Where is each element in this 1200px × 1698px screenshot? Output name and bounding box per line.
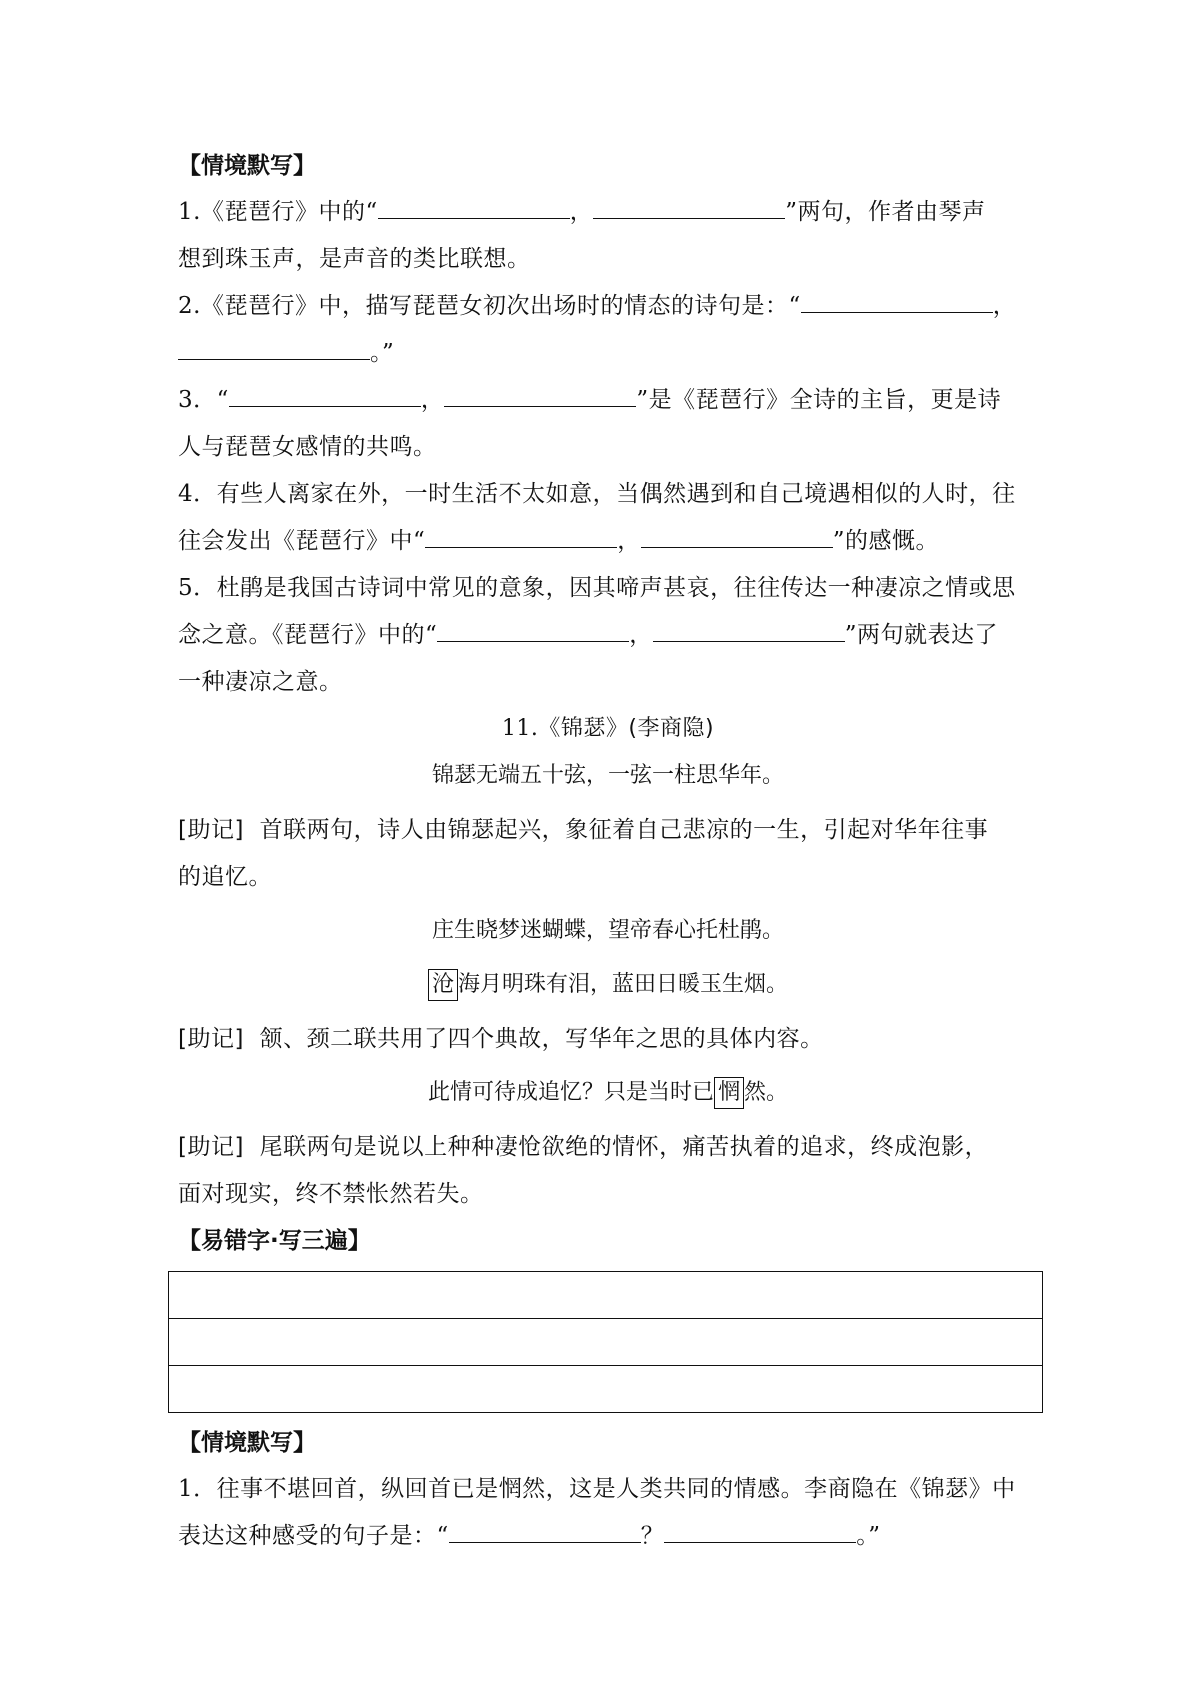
note-tag: [助记]: [178, 1026, 244, 1052]
practice-grid: [168, 1271, 1043, 1413]
note-3-cont: 面对现实，终不禁怅然若失。: [178, 1181, 484, 1207]
question-5-end: 一种凄凉之意。: [178, 669, 343, 695]
poem-line-2: 庄生晓梦迷蝴蝶，望帝春心托杜鹃。: [431, 918, 784, 943]
practice-row[interactable]: [169, 1366, 1042, 1412]
question-1: 1．往事不堪回首，纵回首已是惘然，这是人类共同的情感。李商隐在《锦瑟》中: [178, 1476, 1016, 1502]
section-heading: 【情境默写】: [178, 1430, 316, 1456]
question-5: 5．杜鹃是我国古诗词中常见的意象，因其啼声甚哀，往往传达一种凄凉之情或思: [178, 575, 1016, 601]
practice-row[interactable]: [169, 1272, 1042, 1319]
poem-author: (李商隐): [628, 716, 715, 741]
question-2: 2.《琵琶行》中，描写琵琶女初次出场时的情态的诗句是：“ ，: [178, 290, 1038, 322]
practice-row[interactable]: [169, 1319, 1042, 1366]
note-1: [助记] 首联两句，诗人由锦瑟起兴，象征着自己悲凉的一生，引起对华年往事: [178, 817, 989, 843]
note-tag: [助记]: [178, 817, 244, 843]
note-2: [助记] 颔、颈二联共用了四个典故，写华年之思的具体内容。: [178, 1026, 824, 1052]
answer-blank[interactable]: [664, 1520, 856, 1543]
highlighted-char: 沧: [428, 969, 458, 1001]
answer-blank[interactable]: [425, 525, 617, 548]
answer-blank[interactable]: [178, 337, 370, 360]
question-3: 3．“ ， ”是《琵琶行》全诗的主旨，更是诗: [178, 384, 1038, 416]
answer-blank[interactable]: [378, 196, 570, 219]
answer-blank[interactable]: [449, 1520, 641, 1543]
answer-blank[interactable]: [444, 384, 636, 407]
practice-heading: 【易错字·写三遍】: [178, 1228, 371, 1254]
poem-line-4: 此情可待成追忆？只是当时已 惘 然。: [178, 1077, 1038, 1109]
question-1-cont: 表达这种感受的句子是：“ ？ 。”: [178, 1520, 1038, 1552]
document-page: [178, 150, 1038, 1567]
answer-blank[interactable]: [801, 290, 993, 313]
section-heading: 【情境默写】: [178, 153, 316, 179]
answer-blank[interactable]: [437, 619, 629, 642]
poem-line-1: 锦瑟无端五十弦，一弦一柱思华年。: [431, 763, 784, 788]
question-3-cont: 人与琵琶女感情的共鸣。: [178, 434, 437, 460]
answer-blank[interactable]: [641, 525, 833, 548]
note-3: [助记] 尾联两句是说以上种种凄怆欲绝的情怀，痛苦执着的追求，终成泡影，: [178, 1134, 989, 1160]
answer-blank[interactable]: [653, 619, 845, 642]
highlighted-char: 惘: [714, 1077, 744, 1109]
answer-blank[interactable]: [229, 384, 421, 407]
question-4-cont: 往会发出《琵琶行》中“ ， ”的感慨。: [178, 525, 1038, 557]
question-1-cont: 想到珠玉声，是声音的类比联想。: [178, 246, 531, 272]
note-1-cont: 的追忆。: [178, 864, 272, 890]
poem-line-3: 沧 海月明珠有泪，蓝田日暖玉生烟。: [178, 969, 1038, 1001]
answer-blank[interactable]: [593, 196, 785, 219]
question-4: 4．有些人离家在外，一时生活不太如意，当偶然遇到和自己境遇相似的人时，往: [178, 481, 1016, 507]
question-2-cont: 。”: [178, 337, 1038, 369]
question-1: 1.《琵琶行》中的“ ， ”两句，作者由琴声: [178, 196, 1038, 228]
question-5-cont: 念之意。《琵琶行》中的“ ， ”两句就表达了: [178, 619, 1038, 651]
note-tag: [助记]: [178, 1134, 244, 1160]
poem-title: 11.《锦瑟》(李商隐): [501, 716, 715, 741]
